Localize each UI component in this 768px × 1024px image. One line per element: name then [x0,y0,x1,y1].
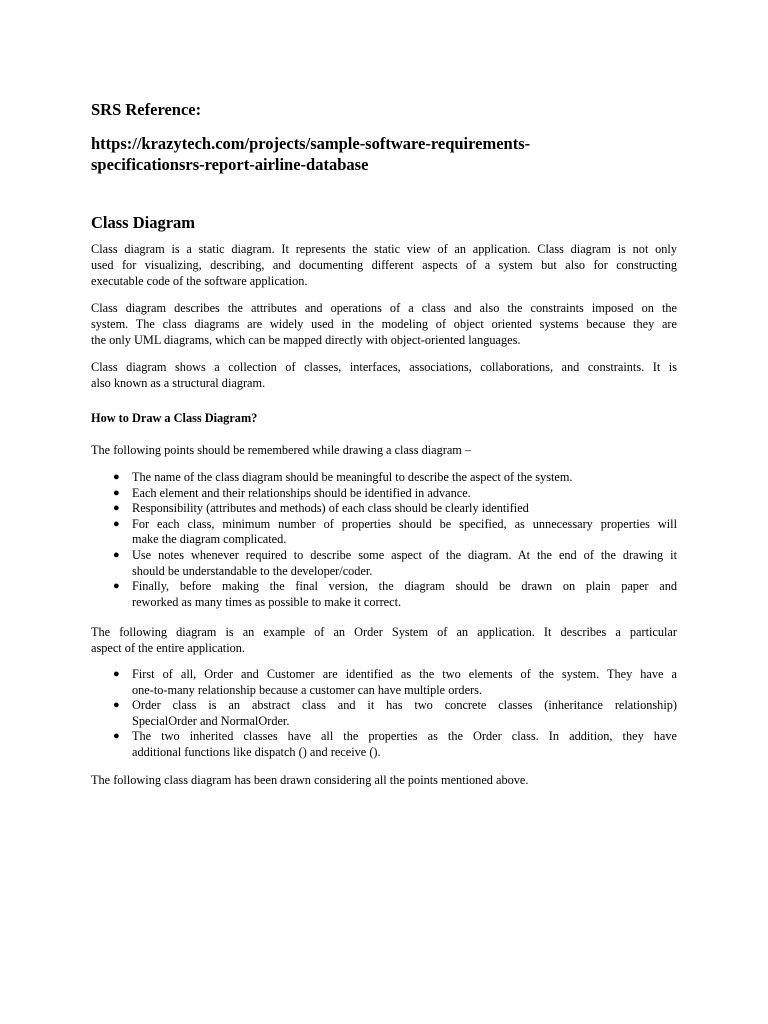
paragraph-line: Class diagram shows a collection of classes, interfaces, associations, collaborations, and constraints. It is [91,360,677,374]
list-item-text: For each class, minimum number of properties should be specified, as unnecessary properties will [132,516,677,531]
paragraph-line: the only UML diagrams, which can be mapped directly with object-oriented languages. [91,332,521,347]
paragraph-line: also known as a structural diagram. [91,375,266,390]
list-item [91,729,677,760]
paragraph-line: used for visualizing, describing, and documenting different aspects of a system but also for constructing [91,257,677,272]
list-item-text: The two inherited classes have all the properties as the Order class. In addition, they have [132,729,677,744]
list-item [91,579,677,610]
list-item-text: Order class is an abstract class and it has two concrete classes (inheritance relationship) [132,698,677,713]
paragraph-line: aspect of the entire application. [91,640,245,655]
bullet-icon: ● [113,486,120,499]
list-item-text: Finally, before making the final version, the diagram should be drawn on plain paper and [132,579,677,594]
example-intro [91,625,677,657]
list-item [91,517,677,548]
list-item [91,667,677,698]
list-item-text: Responsibility (attributes and methods) of each class should be clearly identified [132,501,529,516]
example-bullet-list [91,667,677,761]
bullet-icon: ● [113,730,120,743]
list-item-text: Each element and their relationships should be identified in advance. [132,485,471,500]
srs-reference-url [91,133,677,175]
bullet-icon: ● [113,548,120,561]
list-item-text: one-to-many relationship because a customer can have multiple orders. [132,682,482,697]
class-diagram-title: Class Diagram [91,213,196,232]
list-item-text: First of all, Order and Customer are identified as the two elements of the system. They have a [132,667,677,681]
bullet-icon: ● [113,471,120,483]
bullet-icon: ● [113,517,120,530]
paragraph-line: The following diagram is an example of an Order System of an application. It describes a particular [91,625,677,639]
list-item-text: should be understandable to the developer/coder. [132,563,373,578]
list-item-text: additional functions like dispatch () and receive (). [132,744,381,759]
list-item-text: Use notes whenever required to describe some aspect of the diagram. At the end of the drawing it [132,547,677,562]
class-diagram-paragraph-1 [91,242,677,289]
srs-reference-heading: SRS Reference: [91,100,202,119]
list-item [91,486,677,502]
list-item-text: The name of the class diagram should be meaningful to describe the aspect of the system. [132,470,573,484]
paragraph-line: system. The class diagrams are widely used in the modeling of object oriented systems because they are [91,316,677,331]
list-item [91,501,677,517]
paragraph-line: The following class diagram has been drawn considering all the points mentioned above. [91,773,529,787]
bullet-icon: ● [113,580,120,593]
how-to-intro [91,443,677,459]
class-diagram-paragraph-3 [91,360,677,392]
how-to-draw-heading: How to Draw a Class Diagram? [91,411,258,425]
list-item [91,470,677,486]
paragraph-line: The following points should be remembered while drawing a class diagram – [91,443,472,457]
bullet-icon: ● [113,699,120,712]
bullet-icon: ● [113,668,120,680]
list-item-text: reworked as many times as possible to make it correct. [132,594,402,609]
srs-url-line-2: specificationsrs-report-airline-database [91,155,369,174]
how-to-bullet-list [91,470,677,610]
bullet-icon: ● [113,502,120,515]
paragraph-line: Class diagram describes the attributes and operations of a class and also the constraints imposed on the [91,301,677,315]
list-item [91,548,677,579]
srs-url-line-1: https://krazytech.com/projects/sample-software-requirements- [91,134,531,153]
list-item-text: SpecialOrder and NormalOrder. [132,713,290,728]
paragraph-line: Class diagram is a static diagram. It represents the static view of an application. Class diagram is not only [91,242,677,256]
closing-paragraph [91,773,677,789]
list-item-text: make the diagram complicated. [132,532,287,547]
class-diagram-paragraph-2 [91,301,677,348]
list-item [91,698,677,729]
paragraph-line: executable code of the software application. [91,273,308,288]
